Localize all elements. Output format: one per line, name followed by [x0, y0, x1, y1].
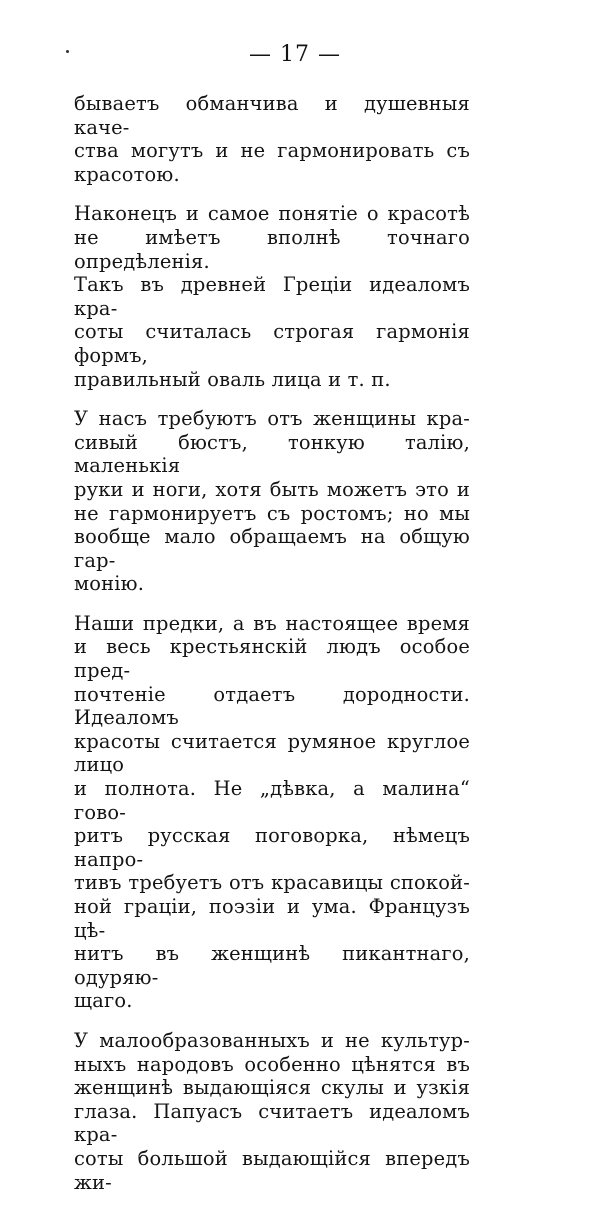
paragraph-5: [74, 1029, 470, 1194]
text-line: нитъ въ женщинѣ пикантнаго, одуряю-: [74, 942, 470, 989]
text-line: и полнота. Не „дѣвка, а малина“ гово-: [74, 777, 470, 824]
text-line: женщинѣ выдающiяся скулы и узкiя: [74, 1076, 470, 1100]
paragraph-3: [74, 407, 470, 596]
text-line: ной грацiи, поэзiи и ума. Французъ цѣ-: [74, 895, 470, 942]
text-line: ритъ русская поговорка, нѣмецъ напро-: [74, 824, 470, 871]
text-line: руки и ноги, хотя быть можетъ это и: [74, 477, 470, 501]
text-line: глаза. Папуасъ считаетъ идеаломъ кра-: [74, 1099, 470, 1147]
text-line: Наши предки, а въ настоящее время: [74, 611, 470, 635]
text-line: У насъ требуютъ отъ женщины кра-: [74, 407, 470, 431]
text-line: монiю.: [74, 572, 145, 596]
text-line: У малообразованныхъ и не культур-: [74, 1028, 470, 1052]
text-line: красоты считается румяное круглое лицо: [74, 729, 470, 777]
text-line: красотою.: [74, 162, 180, 186]
text-line: и весь крестьянскiй людъ особое пред-: [74, 635, 470, 683]
text-line: вообще мало обращаемъ на общую гар-: [74, 525, 470, 572]
text-line: ныхъ народовъ особенно цѣнятся въ: [74, 1052, 470, 1076]
text-line: бываетъ обманчива и душевныя каче-: [74, 92, 470, 139]
text-body: [74, 92, 470, 1210]
text-line: соты считалась строгая гармонiя формъ,: [74, 320, 470, 367]
text-line: Наконецъ и самое понятiе о красотѣ: [74, 202, 470, 226]
text-line: не имѣетъ вполнѣ точнаго опредѣленiя.: [74, 225, 470, 273]
text-line: ства могутъ и не гармонировать съ: [74, 139, 470, 163]
text-line: сивый бюстъ, тонкую талiю, маленькiя: [74, 430, 470, 478]
text-line: не гармонируетъ съ ростомъ; но мы: [74, 501, 470, 525]
text-line: щаго.: [74, 989, 133, 1013]
paragraph-1: [74, 92, 470, 186]
text-line: тивъ требуетъ отъ красавицы спокой-: [74, 871, 470, 895]
text-line: правильный оваль лица и т. п.: [74, 367, 391, 391]
text-line: Такъ въ древней Грецiи идеаломъ кра-: [74, 273, 470, 320]
text-line: соты большой выдающiйся впередъ жи-: [74, 1146, 470, 1194]
paragraph-4: [74, 612, 470, 1013]
paragraph-2: [74, 202, 470, 391]
page-number: — 17 —: [249, 42, 341, 67]
text-line: почтенiе отдаетъ дородности. Идеаломъ: [74, 682, 470, 730]
